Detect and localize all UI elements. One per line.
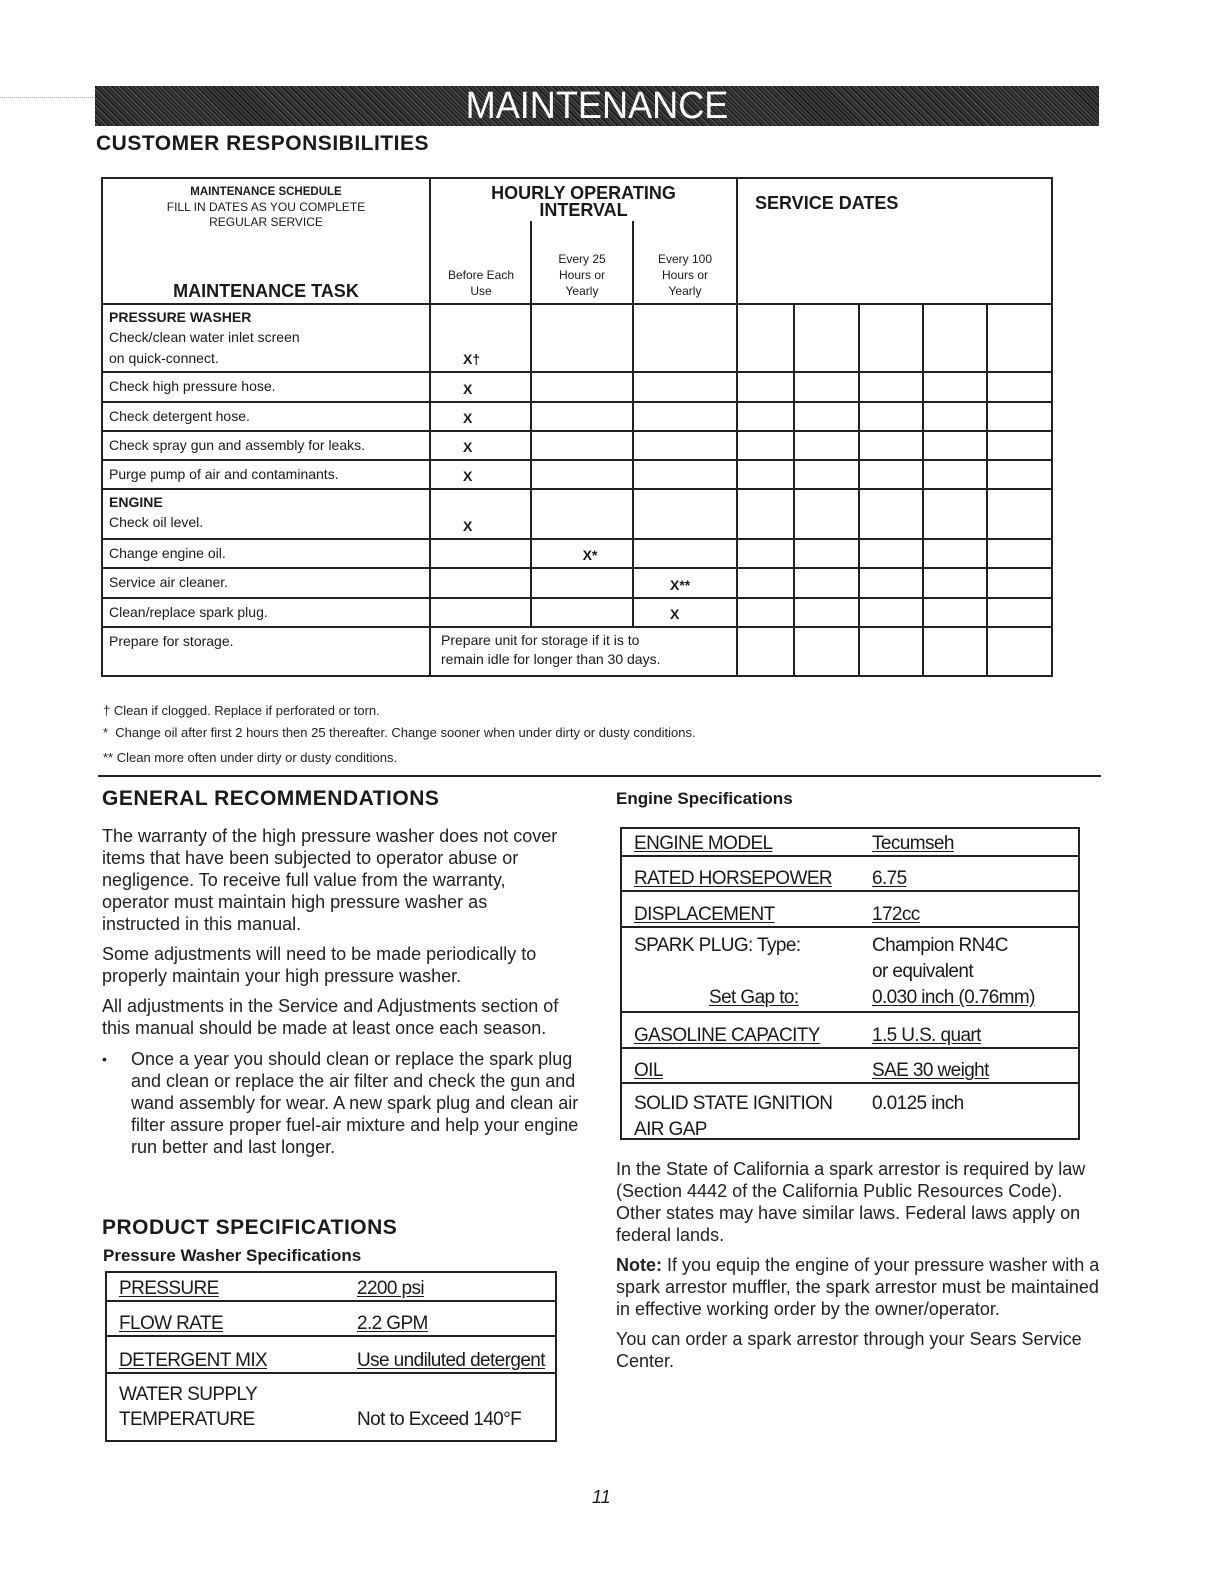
service-date-cell[interactable] <box>859 598 923 627</box>
bullet-icon: • <box>102 1051 107 1067</box>
table-row <box>102 372 1052 402</box>
service-date-cell[interactable] <box>859 304 923 372</box>
interval-mark-every100 <box>633 489 737 539</box>
service-date-cell[interactable] <box>923 627 987 676</box>
service-date-cell[interactable] <box>794 402 859 431</box>
service-date-cell[interactable] <box>737 598 794 627</box>
interval-mark-before: X <box>430 402 531 431</box>
interval-mark-every25 <box>531 489 633 539</box>
service-date-cell[interactable] <box>859 568 923 598</box>
note-paragraph <box>616 1254 1106 1320</box>
section-banner <box>95 86 1099 126</box>
engine-spec-table <box>620 827 1080 1140</box>
task-cell <box>102 402 430 431</box>
service-date-cell[interactable] <box>987 568 1052 598</box>
spec-row-ignition-air-gap: SOLID STATE IGNITION AIR GAP 0.0125 inch <box>634 1093 964 1140</box>
interval-mark-before: X <box>430 372 531 402</box>
service-date-cell[interactable] <box>859 539 923 568</box>
bullet-text: Once a year you should clean or replace the spark plug and clean or replace the air filter and check the gun and wand assembly for wear. A new spark plug and clean air filter assure proper fuel-air mixture and help your engine run better and last longer. <box>131 1049 579 1157</box>
interval-mark-before: X <box>430 431 531 460</box>
interval-mark-every25 <box>531 598 633 627</box>
service-date-cell[interactable] <box>923 431 987 460</box>
table-row <box>102 598 1052 627</box>
task-cell <box>102 598 430 627</box>
order-paragraph: You can order a spark arrestor through your Sears Service Center. <box>616 1329 1082 1371</box>
interval-title-line-1: HOURLY OPERATING <box>491 183 676 203</box>
interval-mark-every100: X <box>633 598 737 627</box>
task-cell <box>102 460 430 489</box>
fill-in-line-2: REGULAR SERVICE <box>209 215 323 229</box>
task-group-label: ENGINE <box>109 494 163 510</box>
interval-mark-before <box>430 539 531 568</box>
table-row <box>102 539 1052 568</box>
interval-header-cell <box>430 178 737 304</box>
service-date-cell[interactable] <box>923 372 987 402</box>
service-date-cell[interactable] <box>737 568 794 598</box>
interval-mark-every100 <box>633 539 737 568</box>
interval-mark-every25 <box>531 431 633 460</box>
task-text: Check detergent hose. <box>109 408 250 424</box>
task-text: Service air cleaner. <box>109 574 229 590</box>
table-row <box>102 489 1052 539</box>
task-header-cell <box>102 178 430 304</box>
pressure-washer-spec-heading: Pressure Washer Specifications <box>103 1246 362 1265</box>
service-date-cell[interactable] <box>859 489 923 539</box>
spec-row-gasoline-capacity: GASOLINE CAPACITY 1.5 U.S. quart <box>622 1013 1078 1049</box>
spec-row-pressure: PRESSURE 2200 psi <box>107 1273 555 1302</box>
task-text: Check high pressure hose. <box>109 378 276 394</box>
service-date-cell[interactable] <box>923 598 987 627</box>
service-date-cell[interactable] <box>987 402 1052 431</box>
interval-mark-before <box>430 598 531 627</box>
service-date-cell[interactable] <box>923 460 987 489</box>
maintenance-task-label: MAINTENANCE TASK <box>173 281 359 301</box>
schedule-label: MAINTENANCE SCHEDULE <box>190 186 342 198</box>
service-date-cell[interactable] <box>859 372 923 402</box>
customer-responsibilities-title: CUSTOMER RESPONSIBILITIES <box>96 132 429 155</box>
service-date-cell[interactable] <box>923 568 987 598</box>
spec-row-detergent-mix: DETERGENT MIX Use undiluted detergent <box>107 1337 555 1374</box>
california-paragraph: In the State of California a spark arrestor is required by law (Section 4442 of the California Public Resources Code). Other states may have similar laws. Federal laws apply on federal lands. <box>616 1159 1086 1245</box>
scan-artifact <box>0 97 95 100</box>
season-paragraph: All adjustments in the Service and Adjustments section of this manual should be made at least once each season. <box>102 996 559 1038</box>
interval-mark-every25 <box>531 460 633 489</box>
spec-row-engine-model: ENGINE MODEL Tecumseh <box>622 829 1078 857</box>
table-row <box>102 627 1052 676</box>
task-cell <box>102 539 430 568</box>
task-text: Prepare for storage. <box>109 633 234 649</box>
general-recommendations-title: GENERAL RECOMMENDATIONS <box>102 787 440 810</box>
service-date-cell[interactable] <box>923 402 987 431</box>
service-date-cell[interactable] <box>737 489 794 539</box>
service-date-cell[interactable] <box>987 372 1052 402</box>
task-text: Check/clean water inlet screen <box>109 329 300 345</box>
service-date-cell[interactable] <box>737 304 794 372</box>
service-date-cell[interactable] <box>794 627 859 676</box>
service-date-cell[interactable] <box>737 402 794 431</box>
service-date-cell[interactable] <box>794 539 859 568</box>
footnote-double-asterisk: ** Clean more often under dirty or dusty conditions. <box>103 750 398 765</box>
service-date-cell[interactable] <box>737 627 794 676</box>
service-dates-header: SERVICE DATES <box>737 178 1052 304</box>
interval-mark-before: X† <box>430 304 531 372</box>
service-date-cell[interactable] <box>737 539 794 568</box>
interval-mark-every100 <box>633 304 737 372</box>
service-date-cell[interactable] <box>794 568 859 598</box>
task-text: Purge pump of air and contaminants. <box>109 466 339 482</box>
task-cell <box>102 568 430 598</box>
interval-mark-every100 <box>633 402 737 431</box>
service-date-cell[interactable] <box>794 304 859 372</box>
table-row <box>102 304 1052 372</box>
service-date-cell[interactable] <box>923 304 987 372</box>
col-every-25: Every 25 Hours or Yearly <box>558 252 606 298</box>
interval-mark-every25 <box>531 568 633 598</box>
section-divider <box>98 775 1101 777</box>
page-number: 11 <box>592 1487 611 1507</box>
note-text: If you equip the engine of your pressure washer with a spark arrestor muffler, the spark arrestor must be maintained in effective working order by the owner/operator. <box>616 1255 1100 1319</box>
interval-mark-before: X <box>430 460 531 489</box>
maintenance-schedule-table <box>101 177 1053 677</box>
service-date-cell[interactable] <box>859 431 923 460</box>
spec-row-displacement: DISPLACEMENT 172cc <box>622 892 1078 928</box>
bullet-item <box>102 1048 592 1158</box>
task-text: Check oil level. <box>109 514 204 530</box>
interval-mark-before <box>430 568 531 598</box>
task-cell <box>102 304 430 372</box>
table-header-row <box>102 178 1052 304</box>
service-date-cell[interactable] <box>923 539 987 568</box>
task-text: on quick-connect. <box>109 350 219 366</box>
task-cell <box>102 489 430 539</box>
task-text: Clean/replace spark plug. <box>109 604 268 620</box>
task-text: Check spray gun and assembly for leaks. <box>109 437 366 453</box>
interval-mark-every25 <box>531 304 633 372</box>
service-date-cell[interactable] <box>737 460 794 489</box>
spec-row-water-temperature: WATER SUPPLY TEMPERATURE Not to Exceed 140°F <box>119 1384 522 1430</box>
interval-mark-every25 <box>531 402 633 431</box>
service-date-cell[interactable] <box>987 431 1052 460</box>
storage-note-cell: Prepare unit for storage if it is to remain idle for longer than 30 days. <box>430 627 737 676</box>
engine-spec-heading: Engine Specifications <box>616 789 793 808</box>
interval-mark-every25: X* <box>531 539 633 568</box>
table-row <box>102 431 1052 460</box>
spec-row-spark-plug: SPARK PLUG: Type: Set Gap to: Champion RN4C or equivalent 0.030 inch (0.76mm) <box>622 928 1078 1013</box>
pressure-washer-spec-table <box>105 1271 557 1442</box>
col-before-each-use: Before Each Use <box>447 268 515 298</box>
service-date-cell[interactable] <box>859 460 923 489</box>
service-date-cell[interactable] <box>794 489 859 539</box>
service-date-cell[interactable] <box>737 431 794 460</box>
product-specifications-title: PRODUCT SPECIFICATIONS <box>102 1216 398 1239</box>
task-cell <box>102 431 430 460</box>
spec-row-flow-rate: FLOW RATE 2.2 GPM <box>107 1302 555 1337</box>
general-recommendations-body <box>102 825 592 1158</box>
interval-mark-every100 <box>633 372 737 402</box>
banner-title: MAINTENANCE <box>465 85 729 127</box>
task-group-label: PRESSURE WASHER <box>109 309 252 325</box>
interval-mark-every100: X** <box>633 568 737 598</box>
service-date-cell[interactable] <box>987 460 1052 489</box>
interval-mark-every100 <box>633 431 737 460</box>
note-label: Note: <box>616 1255 662 1275</box>
service-date-cell[interactable] <box>987 598 1052 627</box>
spec-row-oil: OIL SAE 30 weight <box>622 1049 1078 1084</box>
fill-in-line-1: FILL IN DATES AS YOU COMPLETE <box>166 200 366 214</box>
interval-mark-every100 <box>633 460 737 489</box>
service-date-cell[interactable] <box>987 304 1052 372</box>
service-date-cell[interactable] <box>737 372 794 402</box>
service-date-cell[interactable] <box>987 489 1052 539</box>
table-row <box>102 402 1052 431</box>
interval-title-line-2: INTERVAL <box>539 200 628 220</box>
service-date-cell[interactable] <box>794 460 859 489</box>
service-date-cell[interactable] <box>987 627 1052 676</box>
task-text: Change engine oil. <box>109 545 226 561</box>
interval-mark-every25 <box>531 372 633 402</box>
spark-arrestor-info <box>616 1158 1106 1372</box>
service-date-cell[interactable] <box>987 539 1052 568</box>
warranty-paragraph: The warranty of the high pressure washer does not cover items that have been subjected to operator abuse or negligence. To receive full value from the warranty, operator must maintain high pressure washer as instructed in this manual. <box>102 826 558 934</box>
col-every-100: Every 100 Hours or Yearly <box>657 252 713 298</box>
table-row <box>102 568 1052 598</box>
table-row <box>102 460 1052 489</box>
task-cell <box>102 372 430 402</box>
service-date-cell[interactable] <box>794 372 859 402</box>
service-date-cell[interactable] <box>794 598 859 627</box>
interval-mark-before: X <box>430 489 531 539</box>
service-date-cell[interactable] <box>859 627 923 676</box>
footnote-dagger: † Clean if clogged. Replace if perforated or torn. <box>103 703 380 718</box>
service-date-cell[interactable] <box>794 431 859 460</box>
footnote-asterisk: * Change oil after first 2 hours then 25 thereafter. Change sooner when under dirty or dusty conditions. <box>103 725 696 740</box>
task-cell <box>102 627 430 676</box>
service-date-cell[interactable] <box>923 489 987 539</box>
service-date-cell[interactable] <box>859 402 923 431</box>
spec-row-horsepower: RATED HORSEPOWER 6.75 <box>622 857 1078 892</box>
adjustments-paragraph: Some adjustments will need to be made periodically to properly maintain your high pressure washer. <box>102 944 537 986</box>
